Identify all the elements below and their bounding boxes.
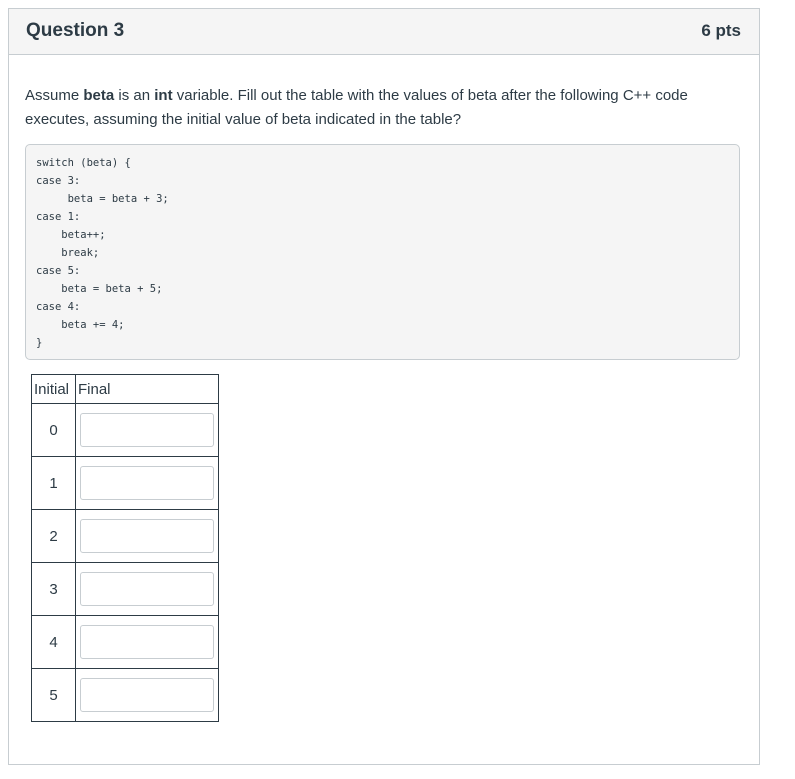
question-header	[9, 9, 759, 55]
initial-value-cell: 1	[32, 457, 76, 510]
code-line: beta++;	[36, 229, 106, 241]
final-answer-input[interactable]	[80, 678, 214, 712]
column-header-final: Final	[76, 375, 219, 404]
question-card	[8, 8, 760, 765]
answer-table	[31, 374, 219, 722]
final-value-cell	[76, 669, 219, 722]
question-points: 6 pts	[701, 21, 741, 40]
final-value-cell	[76, 616, 219, 669]
table-row	[32, 616, 219, 669]
question-text	[25, 84, 740, 132]
code-line: beta += 4;	[36, 319, 125, 331]
code-line: case 5:	[36, 265, 81, 277]
question-text-bold: int	[154, 87, 173, 104]
table-row	[32, 563, 219, 616]
initial-value-cell: 2	[32, 510, 76, 563]
code-line: }	[36, 337, 43, 349]
final-value-cell	[76, 563, 219, 616]
initial-value-cell: 5	[32, 669, 76, 722]
question-text-segment: Assume	[25, 87, 84, 104]
final-answer-input[interactable]	[80, 466, 214, 500]
code-line: break;	[36, 247, 100, 259]
column-header-initial: Initial	[32, 375, 76, 404]
table-row	[32, 669, 219, 722]
code-block	[25, 144, 740, 360]
table-header-row	[32, 375, 219, 404]
table-row	[32, 404, 219, 457]
question-title: Question 3	[26, 20, 125, 41]
final-answer-input[interactable]	[80, 625, 214, 659]
final-value-cell	[76, 404, 219, 457]
final-value-cell	[76, 457, 219, 510]
final-answer-input[interactable]	[80, 519, 214, 553]
final-answer-input[interactable]	[80, 572, 214, 606]
table-row	[32, 510, 219, 563]
code-line: beta = beta + 5;	[36, 283, 163, 295]
initial-value-cell: 4	[32, 616, 76, 669]
table-row	[32, 457, 219, 510]
question-text-segment: is an	[114, 87, 155, 104]
code-line: case 1:	[36, 211, 81, 223]
code-line: beta = beta + 3;	[36, 193, 169, 205]
code-line: case 3:	[36, 175, 81, 187]
initial-value-cell: 3	[32, 563, 76, 616]
final-value-cell	[76, 510, 219, 563]
initial-value-cell: 0	[32, 404, 76, 457]
code-line: switch (beta) {	[36, 157, 131, 169]
question-text-segment: variable. Fill out the table with the values of beta after the following C++ code executes, assuming the initial value of beta indicated in the table?	[25, 87, 688, 128]
code-line: case 4:	[36, 301, 81, 313]
question-text-bold: beta	[83, 87, 115, 104]
final-answer-input[interactable]	[80, 413, 214, 447]
